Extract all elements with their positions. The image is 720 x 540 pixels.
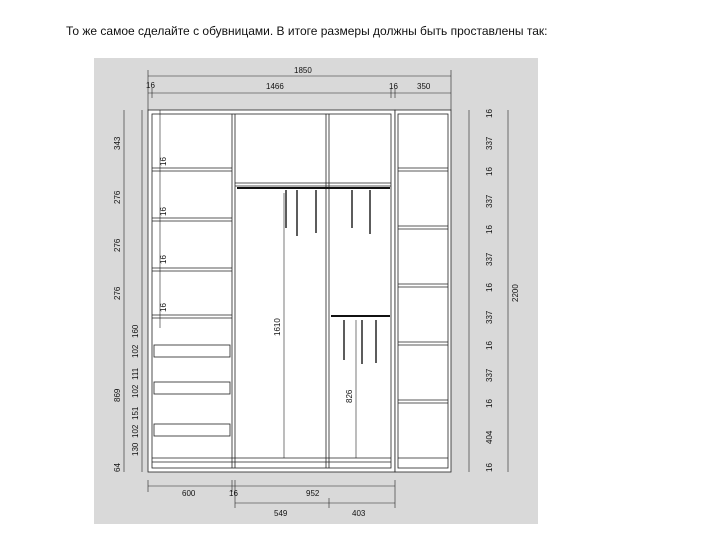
dim-right: 2200 <box>511 284 520 302</box>
dim-left: 102 <box>131 424 140 438</box>
dim-right: 337 <box>485 368 494 382</box>
dim-right: 404 <box>485 430 494 444</box>
dim-bottom: 16 <box>229 489 238 498</box>
dim-top: 1466 <box>266 82 284 91</box>
dim-left: 869 <box>113 388 122 402</box>
dim-left: 16 <box>159 303 168 312</box>
dim-inner: 826 <box>345 389 354 403</box>
dim-right: 16 <box>485 225 494 234</box>
dim-left: 102 <box>131 384 140 398</box>
dim-right: 16 <box>485 167 494 176</box>
dim-top: 350 <box>417 82 431 91</box>
dim-left: 151 <box>131 406 140 420</box>
dim-right: 337 <box>485 136 494 150</box>
caption-text: То же самое сделайте с обувницами. В итоге размеры должны быть проставлены так: <box>66 24 548 38</box>
dim-left: 111 <box>131 367 140 380</box>
dim-bottom: 549 <box>274 509 288 518</box>
dim-left: 16 <box>159 207 168 216</box>
dim-bottom: 952 <box>306 489 320 498</box>
dim-left: 130 <box>131 442 140 456</box>
dim-right: 337 <box>485 252 494 266</box>
dim-left: 276 <box>113 190 122 204</box>
dim-right: 337 <box>485 310 494 324</box>
dim-bottom: 403 <box>352 509 366 518</box>
dim-top: 16 <box>389 82 398 91</box>
dim-left: 276 <box>113 286 122 300</box>
dim-left: 64 <box>113 463 122 472</box>
dim-inner: 1610 <box>273 318 282 336</box>
dim-left: 102 <box>131 344 140 358</box>
dim-bottom: 600 <box>182 489 196 498</box>
dim-left: 276 <box>113 238 122 252</box>
dim-right: 16 <box>485 399 494 408</box>
dim-right: 16 <box>485 109 494 118</box>
dim-left: 16 <box>159 157 168 166</box>
shoe-cabinet-frame <box>395 110 451 472</box>
wardrobe-drawing <box>94 58 538 524</box>
dim-right: 16 <box>485 283 494 292</box>
dim-right: 16 <box>485 463 494 472</box>
dim-top: 16 <box>146 81 155 90</box>
wardrobe-drawing-svg <box>94 58 538 524</box>
main-body-frame <box>148 110 395 472</box>
dim-right: 337 <box>485 194 494 208</box>
dim-left: 160 <box>131 324 140 338</box>
dim-left: 16 <box>159 255 168 264</box>
dim-top: 1850 <box>294 66 312 75</box>
dim-left: 343 <box>113 136 122 150</box>
dim-right: 16 <box>485 341 494 350</box>
